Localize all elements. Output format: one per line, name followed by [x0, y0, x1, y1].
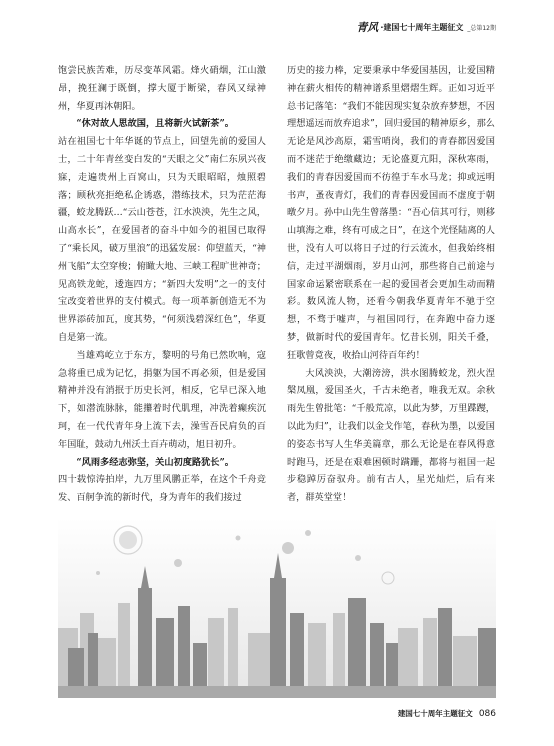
header-title: ·建国七十周年主题征文	[380, 22, 464, 32]
paragraph: 历史的接力棒，定要秉承中华爱国基因，让爱国精神在薪火相传的精神谱系里熠熠生辉。正如习近平总书记落笔：“我们不能因现实复杂放弃梦想，不因理想遥远而放弃追求”，回归爱国的精神原乡，那么无论是风沙高原，霜雪哨岗，我们的青春都因爱国而不迷茫于绝缴藏边；无论盛夏亢阳，深秋寒雨，我们的青春因爱国而不彷徨于车水马龙；抑或远明书声，蚤夜青灯，我们的青春因爱国而不虚度于朝暾夕月。孙中山先生曾落墨：“吾心信其可行，则移山填海之难，终有可成之日”，在这个光怪陆离的人世，没有人可以将日子过的行云流水，但我始终相信，走过平湖烟雨，岁月山河，那些将自己前途与国家命运紧密联系在一起的爱国者会更加生动而精彩。数风流人物，还看今朝我华夏青年不驰于空想，不骛于嘘声，与祖国同行，在奔跑中奋力逐梦，做新时代的爱国青年。忆昔长别，阳关千叠，狂歌曾竟夜，收拾山河待百年约！	[287, 65, 495, 361]
subheading-quote: “风雨多经志弥坚，关山初度路犹长”。	[76, 456, 234, 468]
right-column	[287, 62, 495, 507]
paragraph: 饱尝民族苦难，历尽变革风霜。烽火硝烟，江山激昂，挽狂澜于既倒，撑大厦于断梁，春风又绿神州，华夏再沐朝阳。	[58, 65, 266, 112]
header-issue: _总第12期	[467, 24, 496, 32]
city-skyline-illustration	[58, 518, 496, 698]
page-footer	[398, 708, 496, 719]
paragraph: 当雄鸡屹立于东方，黎明的号角已然吹响，寇急将重已成为记忆，捐躯为国不再必须，但是爱国精神并没有消抿于历史长河，相反，它早已深入地下，如潜流脉脉，能攥着时代肌理，冲洗着癫疾沉珂，在一代代青年身上流下去，澡雪吾民肩负的百年国耻，鼓动九州沃土百卉萌动，旭日初升。	[58, 349, 266, 450]
page-number: 086	[478, 708, 496, 719]
subheading-quote: “休对故人思故国，且将新火试新茶”。	[76, 118, 234, 130]
left-column	[58, 62, 266, 507]
footer-title: 建国七十周年主题征文	[397, 709, 473, 718]
paragraph: 大风泱泱，大潮滂滂，洪水图腾蛟龙，烈火涅槃凤凰，爱国圣火，千古未绝者，唯我无双。余秋雨先生曾批笔：“千般荒凉，以此为梦，万里蹀躞，以此为归”，让我们以金戈作笔，春秋为墨，以爱国的姿态书写人生华美篇章，那么无论是在春风得意时跑马，还是在艰难困顿时蹒跚，都将与祖国一起步稳踔厉奋驭舟。前有古人，星光灿烂，后有来者，群英堂堂！	[287, 367, 495, 504]
page-header	[356, 20, 496, 34]
paragraph: 站在祖国七十年华诞的节点上，回望先前的爱国人士，二十年青丝变白发的“天眼之父”南仁东夙兴夜寐，走遍贵州上百窝山，只为天眼昭昭，烛照碧落；顾秋亮拒绝私企诱惑，潜练技术，只为茫茫海疆，蛟龙腾跃…“云山苍苍，江水泱泱，先生之风，山高水长”，在爱国者的奋斗中如今的祖国已取得了“乘长风，破万里浪”的迅猛发展：仰望蓝天，“神州飞船”太空穿梭；俯瞰大地、三峡工程旷世神奇；见高铁龙蛇，逶迤四方；“新四大发明”之一的支付宝改变着世界的支付模式。每一项革新创造无不为世界添砖加瓦，度其势，“何须浅碧深红色”，华夏自是第一流。	[58, 136, 266, 343]
magazine-logo: 青风	[356, 21, 379, 34]
paragraph: 四十载惊涛拍岸，九万里风鹏正举，在这个千舟竞发、百舸争流的新时代，身为青年的我们接过	[58, 474, 266, 504]
